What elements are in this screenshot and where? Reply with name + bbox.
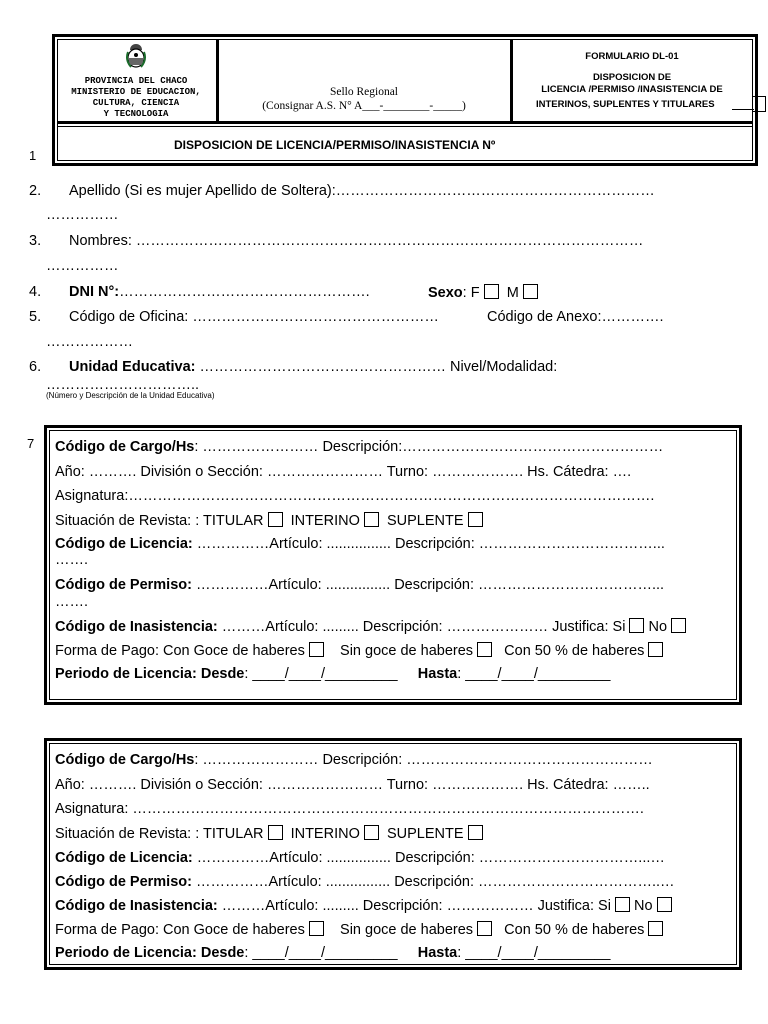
block2-hasta-label: Hasta bbox=[417, 945, 458, 961]
province-line-3: CULTURA, CIENCIA bbox=[92, 98, 180, 108]
block1-inasistencia-row[interactable] bbox=[55, 618, 686, 635]
block2-pago-label: Forma de Pago: Con Goce de haberes bbox=[55, 922, 305, 938]
block1-suplente-checkbox[interactable] bbox=[468, 512, 483, 527]
block2-situacion-row bbox=[55, 825, 483, 842]
block2-inasistencia-rest: ………Artículo: ......... Descripción: ……………… Justifica: Si bbox=[217, 898, 611, 914]
block1-anio-row[interactable]: Año: ………. División o Sección: …………………… Turno: ………………. Hs. Cátedra: …. bbox=[55, 464, 632, 480]
block1-titular-label: TITULAR bbox=[203, 513, 264, 529]
province-line-2: MINISTERIO DE EDUCACION, bbox=[71, 87, 201, 97]
form-code: FORMULARIO DL-01 bbox=[585, 51, 679, 62]
unidad-note: (Número y Descripción de la Unidad Educativa) bbox=[46, 391, 215, 400]
unidad-continuation: ………………………….. bbox=[46, 377, 200, 393]
block1-cargo-row[interactable] bbox=[55, 439, 663, 455]
block2-interino-checkbox[interactable] bbox=[364, 825, 379, 840]
block2-sin-goce-checkbox[interactable] bbox=[477, 921, 492, 936]
sello-block bbox=[220, 85, 508, 113]
sexo-m-checkbox[interactable] bbox=[523, 284, 538, 299]
block1-suplente-label: SUPLENTE bbox=[386, 513, 464, 529]
field-number-3: 3. bbox=[29, 233, 42, 249]
apellido-continuation: …………… bbox=[46, 207, 119, 223]
unidad-field[interactable] bbox=[69, 359, 557, 375]
coat-of-arms-icon bbox=[123, 42, 149, 70]
dni-label: DNI N°: bbox=[69, 284, 120, 300]
oficina-field[interactable]: Código de Oficina: …………………………………………… bbox=[69, 309, 439, 325]
block2-cargo-row[interactable] bbox=[55, 752, 653, 768]
nombres-field[interactable]: Nombres: …………………………………………………………………………………………… bbox=[69, 233, 644, 249]
block1-inasistencia-rest: ………Artículo: ......... Descripción: ………………… Justifica: Si bbox=[217, 619, 626, 635]
block1-permiso-label: Código de Permiso: bbox=[55, 577, 192, 593]
unidad-dots: …………………………………………… Nivel/Modalidad: bbox=[195, 359, 558, 375]
block1-hasta-rest: : ____/____/_________ bbox=[457, 666, 611, 682]
block1-interino-checkbox[interactable] bbox=[364, 512, 379, 527]
block2-periodo-row[interactable] bbox=[55, 945, 610, 961]
block2-cargo-label: Código de Cargo/Hs bbox=[55, 752, 195, 768]
header-rule-thin bbox=[57, 126, 753, 127]
form-title-underline bbox=[732, 109, 754, 110]
block1-justifica-no-checkbox[interactable] bbox=[671, 618, 686, 633]
block2-situacion-label: Situación de Revista: : bbox=[55, 826, 204, 842]
block2-licencia-label: Código de Licencia: bbox=[55, 850, 193, 866]
block2-licencia-row[interactable] bbox=[55, 850, 665, 866]
block2-justifica-no-checkbox[interactable] bbox=[657, 897, 672, 912]
apellido-field[interactable]: Apellido (Si es mujer Apellido de Soltera):………………………………………………………… bbox=[69, 183, 655, 199]
block1-situacion-row bbox=[55, 512, 483, 529]
province-line-4: Y TECNOLOGIA bbox=[103, 109, 169, 119]
block2-titular-label: TITULAR bbox=[203, 826, 264, 842]
block1-permiso-continuation: ……. bbox=[55, 594, 89, 610]
header-divider-left bbox=[216, 39, 219, 121]
block1-periodo-row[interactable] bbox=[55, 666, 610, 682]
block1-licencia-rest: ……………Artículo: ................ Descripción: ………………………………... bbox=[192, 536, 665, 552]
form-title-3: INTERINOS, SUPLENTES Y TITULARES bbox=[536, 99, 715, 110]
anexo-field[interactable]: Código de Anexo:…………. bbox=[487, 309, 664, 325]
sexo-m-label: M bbox=[506, 285, 519, 301]
block2-permiso-row[interactable] bbox=[55, 874, 675, 890]
block2-suplente-label: SUPLENTE bbox=[386, 826, 464, 842]
nombres-continuation: …………… bbox=[46, 258, 119, 274]
dni-field[interactable] bbox=[69, 284, 370, 300]
block2-titular-checkbox[interactable] bbox=[268, 825, 283, 840]
block1-con-goce-checkbox[interactable] bbox=[309, 642, 324, 657]
block2-pago-row bbox=[55, 921, 663, 938]
block1-no-label: No bbox=[648, 619, 668, 635]
block2-asignatura-row[interactable]: Asignatura: ……………………………………………………………………………………………. bbox=[55, 801, 644, 817]
block1-sin-goce-checkbox[interactable] bbox=[477, 642, 492, 657]
block2-hasta-rest: : ____/____/_________ bbox=[457, 945, 611, 961]
block1-permiso-row[interactable] bbox=[55, 577, 664, 593]
block2-inasistencia-label: Código de Inasistencia: bbox=[55, 898, 218, 914]
province-block bbox=[60, 76, 212, 120]
block2-permiso-rest: ……………Artículo: ................ Descripción: ………………………………..… bbox=[191, 874, 675, 890]
block1-interino-label: INTERINO bbox=[290, 513, 360, 529]
block1-sin-goce-label: Sin goce de haberes bbox=[340, 643, 474, 659]
block1-cargo-label: Código de Cargo/Hs bbox=[55, 439, 195, 455]
block2-con-goce-checkbox[interactable] bbox=[309, 921, 324, 936]
block1-hasta-label: Hasta bbox=[417, 666, 458, 682]
field-number-7: 7 bbox=[27, 436, 35, 451]
block1-titular-checkbox[interactable] bbox=[268, 512, 283, 527]
field-number-2: 2. bbox=[29, 183, 42, 199]
block1-periodo-rest: : ____/____/_________ bbox=[244, 666, 418, 682]
sexo-f-label: F bbox=[470, 285, 480, 301]
block1-inasistencia-label: Código de Inasistencia: bbox=[55, 619, 218, 635]
form-title-2: LICENCIA /PERMISO /INASISTENCIA DE bbox=[541, 84, 723, 95]
block2-cargo-rest: : …………………… Descripción: …………………………………………… bbox=[194, 752, 653, 768]
block1-periodo-label: Periodo de Licencia: Desde bbox=[55, 666, 245, 682]
block1-pago-label: Forma de Pago: Con Goce de haberes bbox=[55, 643, 305, 659]
block1-licencia-label: Código de Licencia: bbox=[55, 536, 193, 552]
block2-no-label: No bbox=[634, 898, 653, 914]
province-line-1: PROVINCIA DEL CHACO bbox=[84, 76, 188, 86]
block1-permiso-rest: ……………Artículo: ................ Descripción: ………………………………... bbox=[191, 577, 665, 593]
block1-asignatura-row[interactable]: Asignatura:………………………………………………………………………………………………. bbox=[55, 488, 655, 504]
block1-con50-checkbox[interactable] bbox=[648, 642, 663, 657]
form-title-1: DISPOSICION DE bbox=[592, 72, 672, 83]
sexo-label: Sexo bbox=[428, 285, 463, 301]
header-rule bbox=[57, 121, 753, 124]
dni-dots: ……………………………………………. bbox=[119, 284, 370, 300]
block1-con50-label: Con 50 % de haberes bbox=[504, 643, 645, 659]
block2-interino-label: INTERINO bbox=[290, 826, 360, 842]
block2-periodo-rest: : ____/____/_________ bbox=[244, 945, 418, 961]
block1-situacion-label: Situación de Revista: : bbox=[55, 513, 204, 529]
block2-sin-goce-label: Sin goce de haberes bbox=[340, 922, 474, 938]
block2-periodo-label: Periodo de Licencia: Desde bbox=[55, 945, 245, 961]
block1-licencia-continuation: ……. bbox=[55, 552, 89, 568]
block2-licencia-rest: ……………Artículo: ................ Descripción: ……………………………...… bbox=[192, 850, 665, 866]
block2-suplente-checkbox[interactable] bbox=[468, 825, 483, 840]
block2-justifica-si-checkbox[interactable] bbox=[615, 897, 630, 912]
disposicion-title: DISPOSICION DE LICENCIA/PERMISO/INASISTENCIA Nº bbox=[174, 138, 496, 152]
sello-title: Sello Regional bbox=[329, 86, 399, 98]
sello-subtitle: (Consignar A.S. N° A___-________-_____) bbox=[262, 100, 466, 112]
row-number-1: 1 bbox=[29, 148, 37, 163]
block2-inasistencia-row[interactable] bbox=[55, 897, 672, 914]
block1-pago-row bbox=[55, 642, 663, 659]
field-number-6: 6. bbox=[29, 359, 42, 375]
block2-permiso-label: Código de Permiso: bbox=[55, 874, 192, 890]
block1-justifica-si-checkbox[interactable] bbox=[629, 618, 644, 633]
block2-con50-checkbox[interactable] bbox=[648, 921, 663, 936]
oficina-continuation: ……………… bbox=[46, 334, 133, 350]
unidad-label: Unidad Educativa: bbox=[69, 359, 196, 375]
sexo-f-checkbox[interactable] bbox=[484, 284, 499, 299]
field-number-5: 5. bbox=[29, 309, 42, 325]
block1-cargo-rest: : …………………… Descripción:……………………………………………… bbox=[194, 439, 664, 455]
sexo-group: Sexo: F M bbox=[428, 284, 538, 301]
block2-con50-label: Con 50 % de haberes bbox=[504, 922, 645, 938]
block1-licencia-row[interactable] bbox=[55, 536, 665, 552]
form-corner-box bbox=[752, 96, 766, 112]
field-number-4: 4. bbox=[29, 284, 42, 300]
block2-anio-row[interactable]: Año: ………. División o Sección: …………………… Turno: ………………. Hs. Cátedra: …….. bbox=[55, 777, 650, 793]
